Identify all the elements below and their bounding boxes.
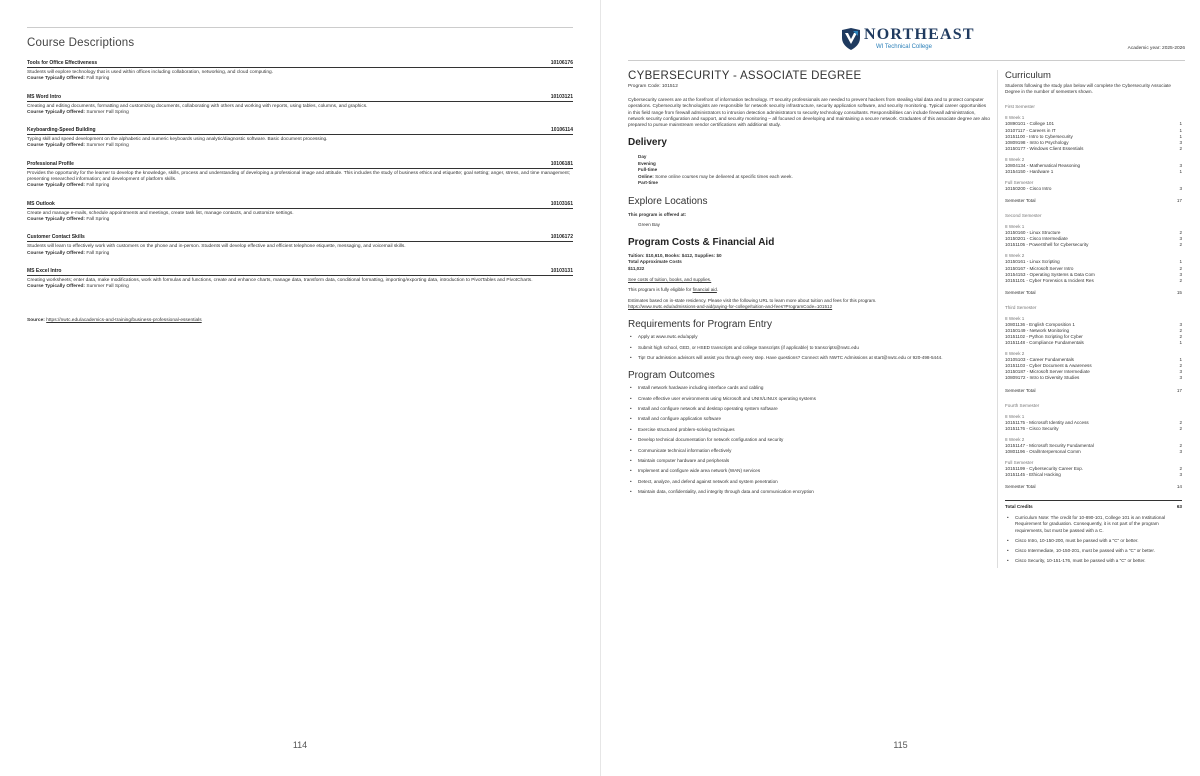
page-title: Course Descriptions	[27, 37, 135, 49]
program-main-column	[628, 70, 990, 499]
curriculum-notes	[1005, 515, 1182, 564]
curriculum-course: 10151176 - Cisco Security	[1005, 425, 1059, 431]
curriculum-course-row	[1005, 375, 1182, 381]
course-header	[27, 234, 573, 242]
semester-block	[1005, 253, 1182, 283]
shield-logo-icon	[841, 28, 861, 50]
course-offered	[27, 76, 573, 82]
curriculum-course: 10107117 - Careers in IT	[1005, 127, 1056, 133]
offered-label: Course Typically Offered:	[27, 250, 86, 256]
semester-total-row	[1005, 198, 1182, 204]
curriculum-note: • Cisco Security, 10-151-176, must be passed with a "C" or better.	[1005, 558, 1182, 564]
curriculum-note: • Cisco Intro, 10-150-200, must be passed with a "C" or better.	[1005, 538, 1182, 544]
curriculum-course: 10151101 - Cyber Forensics & Incident Res	[1005, 277, 1094, 283]
locations-intro: This program is offered at:	[628, 211, 687, 217]
curriculum-course: 10151175 - Microsoft Identity and Access	[1005, 419, 1089, 425]
semester-list	[1005, 104, 1182, 490]
course-credits: 2	[1179, 334, 1182, 339]
curriculum-course: 10154150 - Hardware 1	[1005, 168, 1054, 174]
course-header	[27, 94, 573, 102]
curriculum-course: 10150167 - Microsoft Server Intro	[1005, 265, 1074, 271]
total-credits-label: Total Credits	[1005, 504, 1033, 510]
curriculum-course: 10150200 - Cisco Intro	[1005, 186, 1052, 192]
block-name: 8 Week 2	[1005, 156, 1025, 162]
financial-aid-link[interactable]: financial aid	[692, 287, 717, 293]
course-offered	[27, 284, 573, 290]
semester-name: Fourth Semester	[1005, 402, 1040, 408]
curriculum-course: 10801196 - Oral/Interpersonal Comm	[1005, 448, 1081, 454]
offered-terms: Fall Spring	[86, 183, 110, 189]
source-label: Source:	[27, 318, 45, 323]
curriculum-course: 10105103 - Career Fundamentals	[1005, 357, 1074, 363]
semester-total-value: 17	[1176, 387, 1182, 393]
requirement-item: • Submit high school, GED, or HSED transcripts and college transcripts (if applicable) to transcripts@nwtc.edu	[628, 345, 990, 351]
requirement-item: • Apply at www.nwtc.edu/apply	[628, 334, 990, 340]
semester-block	[1005, 460, 1182, 478]
costs-link[interactable]: See costs of tuition, books, and supplies.	[628, 277, 712, 282]
course-entry	[27, 94, 573, 117]
program-description: Cybersecurity careers are at the forefront of information technology. IT security professionals are needed to prevent hackers from stealing vital data and to protect computer operations. Cybersecurity technologists are responsible for network security infrastructure, security application software, and security monitoring. Typical career opportunities in this field range from firewall administrators to intrusion detection administrators to security technology consultants. Responsibilities can include firewall administration, network security configuration and support, and security monitoring – all focused on developing and maintaining a secure network. Graduates of this associate degree are also prepared to pursue mainstream vendor certifications with additional study.	[628, 97, 990, 128]
course-description: Create and manage e-mails, schedule appointments and meetings, create task list, manage contacts, and customize settings.	[27, 210, 294, 216]
course-name: Tools for Office Effectiveness	[27, 60, 98, 66]
course-offered	[27, 251, 573, 257]
curriculum-course: 10151105 - PowerShell for Cybersecurity	[1005, 242, 1089, 248]
offered-label: Course Typically Offered:	[27, 143, 86, 149]
semester	[1005, 213, 1182, 296]
program-code: Program Code: 101512	[628, 84, 678, 89]
delivery-label: Full-time	[638, 167, 658, 173]
course-code: 10103121	[550, 93, 573, 100]
outcome-item: • Install and configure network and desktop operating system software	[628, 406, 990, 412]
semester-block	[1005, 157, 1182, 175]
semester-block	[1005, 414, 1182, 432]
delivery-item	[638, 180, 990, 186]
course-credits: 3	[1179, 369, 1182, 375]
course-credits: 3	[1179, 321, 1182, 327]
curriculum-course-row	[1005, 186, 1182, 192]
right-page	[600, 0, 1200, 776]
delivery-label: Online:	[638, 173, 654, 179]
outcome-item: • Communicate technical information effectively	[628, 448, 990, 454]
outcomes-list	[628, 385, 990, 495]
course-list	[27, 60, 573, 301]
curriculum-course-row	[1005, 472, 1182, 478]
course-name: Keyboarding-Speed Building	[27, 127, 96, 134]
curriculum-column	[997, 70, 1182, 568]
offered-label: Course Typically Offered:	[27, 284, 86, 290]
degree-title: CYBERSECURITY - ASSOCIATE DEGREE	[628, 70, 862, 82]
total-credits-value: 63	[1176, 504, 1182, 510]
outcome-item: • Create effective user environments using Microsoft and UNIX/LINUX operating systems	[628, 396, 990, 402]
semester	[1005, 403, 1182, 491]
course-header	[27, 161, 573, 169]
course-credits: 2	[1179, 327, 1182, 333]
course-entry	[27, 201, 573, 224]
course-description: Creating and editing documents, formatting and customizing documents, collaborating with others and working with reports, using tables, columns, and graphics.	[27, 103, 368, 109]
curriculum-course: 10809172 - Intro to Diversity Studies	[1005, 375, 1080, 381]
curriculum-note: • Cisco Intermediate, 10-150-201, must be passed with a "C" or better.	[1005, 548, 1182, 554]
curriculum-course: 10150149 - Network Monitoring	[1005, 327, 1070, 333]
curriculum-course-row	[1005, 146, 1182, 152]
course-credits: 3	[1179, 186, 1182, 192]
course-credits: 2	[1179, 442, 1182, 448]
outcomes-heading: Program Outcomes	[628, 370, 715, 382]
course-offered	[27, 110, 573, 116]
semester-total-value: 17	[1176, 198, 1182, 204]
offered-label: Course Typically Offered:	[27, 76, 86, 82]
semester-block	[1005, 115, 1182, 151]
curriculum-course: 10150161 - Linux Scripting	[1005, 259, 1060, 265]
course-credits: 3	[1179, 139, 1182, 145]
block-name: 8 Week 1	[1005, 315, 1025, 321]
curriculum-course: 10150187 - Microsoft Server Intermediate	[1005, 369, 1090, 375]
block-name: 8 Week 2	[1005, 253, 1025, 259]
block-name: Full Semester	[1005, 459, 1034, 465]
estimates-link[interactable]: https://www.nwtc.edu/admissions-and-aid/paying-for-college/tuition-and-fees?ProgramCode=101512	[628, 303, 833, 309]
course-description: Provides the opportunity for the learner to develop the knowledge, skills, process and understanding of developing a professional image and attitude. This includes the study of business ethics and etiquette; goal setting; anger, stress, and time management; presenting researched information; and development of platform skills.	[27, 170, 571, 183]
curriculum-course: 10151103 - Cyber Document & Awareness	[1005, 363, 1092, 369]
semester-block	[1005, 180, 1182, 192]
course-offered	[27, 217, 573, 223]
course-entry	[27, 127, 573, 150]
course-name: Professional Profile	[27, 160, 74, 167]
course-credits: 2	[1179, 242, 1182, 248]
course-credits: 1	[1179, 357, 1182, 363]
curriculum-course-row	[1005, 340, 1182, 346]
semester-total-row	[1005, 484, 1182, 490]
course-credits: 2	[1179, 419, 1182, 425]
semester-total-label: Semester Total	[1005, 387, 1036, 393]
outcome-item: • Develop technical documentation for network configuration and security	[628, 437, 990, 443]
delivery-label: Part-time	[638, 180, 658, 186]
course-credits: 1	[1179, 127, 1182, 133]
course-header	[27, 268, 573, 276]
semester-total-label: Semester Total	[1005, 484, 1036, 490]
block-name: Full Semester	[1005, 180, 1034, 186]
course-header	[27, 201, 573, 209]
semester-total-value: 15	[1176, 289, 1182, 295]
curriculum-note: • Curriculum Note: The credit for 10-890-101, College 101 is an Institutional Requirement for graduation. Consequently, it is not part of the program requirements, but must be passed with a C.	[1005, 515, 1182, 534]
course-description: Students will explore technology that is used within offices including collaboration, networking, and cloud computing.	[27, 70, 274, 75]
course-entry	[27, 161, 573, 190]
curriculum-course: 10151100 - Intro to Cybersecurity	[1005, 133, 1073, 139]
course-code: 10106172	[550, 234, 573, 241]
requirement-item: • Tip! Our admission advisors will assist you through every step. Have questions? Connect with NWTC Admissions at start@nwtc.edu or 920-498-5444.	[628, 355, 990, 361]
curriculum-course: 10154153 - Operating Systems & Data Com	[1005, 271, 1095, 277]
outcome-item: • Maintain computer hardware and peripherals	[628, 458, 990, 464]
offered-terms: Summer Fall Spring	[86, 143, 129, 149]
page-number: 115	[893, 740, 908, 750]
course-code: 10106181	[550, 160, 573, 167]
course-name: MS Word Intro	[27, 93, 62, 100]
curriculum-heading: Curriculum	[1005, 70, 1051, 81]
course-offered	[27, 183, 573, 189]
curriculum-course-row	[1005, 449, 1182, 455]
offered-terms: Fall Spring	[86, 216, 110, 222]
delivery-heading: Delivery	[628, 137, 667, 149]
course-credits: 3	[1179, 236, 1182, 242]
estimates-text: Estimates based on in-state residency. Please visit the following URL to learn more about tuition and fees for this program.	[628, 297, 877, 303]
total-cost-label: Total Approximate Costs	[628, 259, 682, 265]
curriculum-course: 10890101 - College 101	[1005, 121, 1055, 127]
outcome-item: • Install and configure application software	[628, 416, 990, 422]
tuition-line: Tuition: $10,610, Books: $412, Supplies: $0	[628, 253, 722, 259]
course-entry	[27, 268, 573, 291]
block-name: 8 Week 2	[1005, 351, 1025, 357]
outcome-item: • Implement and configure wide area network (WAN) services	[628, 468, 990, 474]
costs-heading: Program Costs & Financial Aid	[628, 237, 775, 249]
total-credits-row	[1005, 500, 1182, 509]
curriculum-course: 10151199 - Cybersecurity Career Exp.	[1005, 465, 1084, 471]
location-item: Green Bay	[638, 221, 660, 227]
course-description: Creating worksheets; enter data, make modifications, work with formulas and functions, create and enhance charts, manage data, transform data, conditional formatting, importing/exporting data, introduction to PivotTables and PivotCharts.	[27, 277, 533, 283]
delivery-label: Day	[638, 154, 647, 160]
course-credits: 3	[1179, 375, 1182, 381]
semester-total-row	[1005, 290, 1182, 296]
course-credits: 2	[1179, 363, 1182, 369]
requirements-heading: Requirements for Program Entry	[628, 319, 772, 331]
course-offered	[27, 143, 573, 149]
semester-block	[1005, 351, 1182, 381]
semester-total-row	[1005, 388, 1182, 394]
course-name: MS Excel Intro	[27, 267, 62, 274]
course-credits: 3	[1179, 472, 1182, 478]
offered-terms: Summer Fall Spring	[86, 284, 129, 290]
course-credits: 2	[1179, 425, 1182, 431]
curriculum-course-row	[1005, 278, 1182, 284]
curriculum-course-row	[1005, 169, 1182, 175]
course-credits: 2	[1179, 265, 1182, 271]
financial-aid-prefix: This program is fully eligible for	[628, 287, 693, 293]
delivery-list	[628, 154, 990, 186]
logo-subtitle: WI Technical College	[876, 44, 932, 50]
curriculum-course-row	[1005, 426, 1182, 432]
course-credits: 3	[1179, 448, 1182, 454]
course-header	[27, 127, 573, 135]
semester	[1005, 305, 1182, 394]
course-credits: 1	[1179, 259, 1182, 265]
curriculum-course-row	[1005, 242, 1182, 248]
curriculum-course: 10151102 - Python Scripting for Cyber	[1005, 334, 1083, 339]
course-credits: 1	[1179, 168, 1182, 174]
semester-total-value: 14	[1176, 484, 1182, 490]
curriculum-course: 10151147 - Microsoft Security Fundamental	[1005, 442, 1094, 448]
financial-aid-suffix: .	[716, 287, 719, 293]
outcome-item: • Install network hardware including interface cards and cabling	[628, 385, 990, 391]
locations-heading: Explore Locations	[628, 195, 708, 207]
curriculum-course: 10151148 - Compliance Fundamentals	[1005, 340, 1084, 346]
course-entry	[27, 60, 573, 83]
outcome-item: • Detect, analyze, and defend against network and system penetration	[628, 479, 990, 485]
college-logo	[841, 27, 975, 51]
course-name: Customer Contact Skills	[27, 234, 85, 241]
course-credits: 2	[1179, 145, 1182, 151]
course-credits: 2	[1179, 465, 1182, 471]
course-name: MS Outlook	[27, 200, 55, 207]
curriculum-course: 10150160 - Linux Structure	[1005, 230, 1061, 236]
course-credits: 3	[1179, 162, 1182, 168]
offered-terms: Fall Spring	[86, 76, 110, 82]
semester-name: Third Semester	[1005, 304, 1037, 310]
block-name: 8 Week 1	[1005, 413, 1025, 419]
course-code: 10103131	[550, 267, 573, 274]
course-credits: 1	[1179, 340, 1182, 346]
curriculum-intro: Students following the study plan below will complete the Cybersecurity Associate Degree in the number of semesters shown.	[1005, 83, 1171, 95]
semester-block	[1005, 224, 1182, 248]
semester-total-label: Semester Total	[1005, 289, 1036, 295]
course-description: Typing skill and speed development on the alphabetic and numeric keyboards using analytic/diagnostic software. Basic document processing.	[27, 137, 328, 143]
offered-label: Course Typically Offered:	[27, 183, 86, 189]
semester	[1005, 104, 1182, 204]
curriculum-course: 10151145 - Ethical Hacking	[1005, 472, 1061, 478]
semester-total-label: Semester Total	[1005, 198, 1036, 204]
outcome-item: • Maintain data, confidentiality, and integrity through data and communication encryption	[628, 489, 990, 495]
page-number: 114	[292, 740, 308, 750]
curriculum-course: 10809198 - Intro to Psychology	[1005, 139, 1069, 145]
course-credits: 1	[1179, 121, 1182, 127]
curriculum-course: 10150177 - Windows Client Essentials	[1005, 145, 1084, 151]
semester-block	[1005, 437, 1182, 455]
block-name: 8 Week 1	[1005, 115, 1025, 121]
block-name: 8 Week 1	[1005, 224, 1025, 230]
source-line	[27, 318, 202, 323]
curriculum-course: 10801136 - English Composition 1	[1005, 321, 1075, 327]
course-code: 10106176	[550, 60, 573, 66]
semester-name: Second Semester	[1005, 213, 1042, 219]
financial-aid-line	[628, 287, 990, 293]
outcome-item: • Exercise structured problem-solving techniques	[628, 427, 990, 433]
course-credits: 2	[1179, 230, 1182, 236]
semester-block	[1005, 316, 1182, 346]
offered-terms: Fall Spring	[86, 250, 110, 256]
offered-label: Course Typically Offered:	[27, 216, 86, 222]
total-cost-value: $11,022	[628, 265, 645, 271]
course-header	[27, 60, 573, 68]
offered-terms: Summer Fall Spring	[86, 109, 129, 115]
course-credits: 1	[1179, 133, 1182, 139]
delivery-label: Evening	[638, 160, 656, 166]
top-divider	[27, 27, 573, 28]
course-credits: 3	[1179, 271, 1182, 277]
course-entry	[27, 234, 573, 257]
requirements-list	[628, 334, 990, 361]
curriculum-course: 10150201 - Cisco Intermediate	[1005, 236, 1068, 242]
source-link[interactable]: https://nwtc.edu/academics-and-training/business-professional-essentials	[46, 318, 202, 323]
curriculum-course: 10804134 - Mathematical Reasoning	[1005, 162, 1081, 168]
offered-label: Course Typically Offered:	[27, 109, 86, 115]
header-divider	[628, 60, 1185, 61]
course-code: 10103161	[550, 200, 573, 207]
course-description: Students will learn to effectively work with customers on the phone and in-person. Students will develop effective and efficient telephone etiquette, messaging, and voicemail skills.	[27, 244, 406, 250]
course-code: 10106114	[551, 127, 573, 134]
course-credits: 2	[1179, 277, 1182, 283]
delivery-note: Some online courses may be delivered at specific times each week.	[653, 173, 793, 179]
semester-name: First Semester	[1005, 104, 1035, 110]
logo-wordmark: NORTHEAST	[864, 26, 975, 43]
academic-year: Academic year: 2025-2026	[1127, 46, 1185, 51]
block-name: 8 Week 2	[1005, 436, 1025, 442]
